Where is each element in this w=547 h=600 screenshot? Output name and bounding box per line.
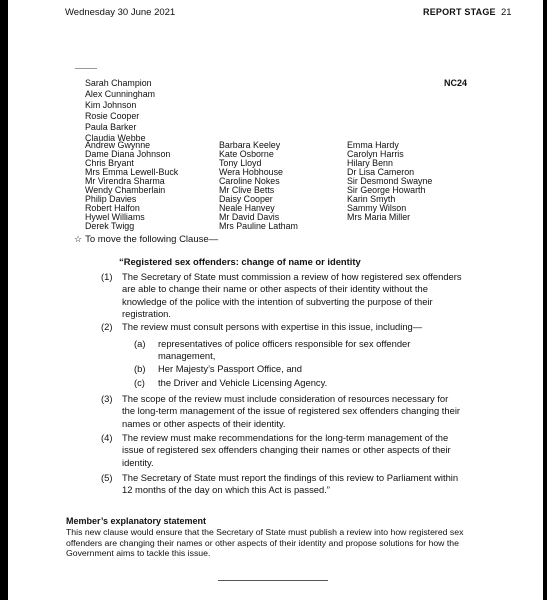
subparagraph-letter: (b) — [134, 363, 146, 374]
supporter-name: Mrs Maria Miller — [347, 211, 411, 222]
supporter-name: Derek Twigg — [85, 220, 135, 231]
lead-names-list — [85, 78, 155, 143]
paragraph-number: (2) — [101, 321, 113, 332]
paragraph-text: The scope of the review must include consideration of resources necessary for the long-term management of the issue of registered sex offenders changing their names or other aspects of their identity. — [122, 393, 461, 429]
supporter-name: Dame Diana Johnson — [85, 148, 171, 159]
supporter-name: Barbara Keeley — [219, 140, 281, 150]
document-page — [8, 0, 543, 600]
subparagraph-text: Her Majesty’s Passport Office, and — [158, 363, 302, 374]
header-page-number: 21 — [501, 7, 512, 18]
lead-name: Claudia Webbe — [85, 132, 146, 143]
clause-title: “Registered sex offenders: change of name or identity — [119, 256, 361, 267]
supporters-column-2 — [219, 141, 298, 231]
supporter-name: Wera Hobhouse — [219, 166, 283, 177]
supporter-name: Wendy Chamberlain — [85, 184, 166, 195]
paragraph-text: The Secretary of State must report the findings of this review to Parliament within 12 months of the day on which this Act is passed.” — [122, 472, 459, 496]
supporter-name: Mr Clive Betts — [219, 184, 275, 195]
paragraph-number: (3) — [101, 393, 113, 404]
top-divider — [75, 68, 97, 69]
supporter-name: Hywel Williams — [85, 211, 145, 222]
supporter-name: Daisy Cooper — [219, 193, 273, 204]
supporter-name: Sir Desmond Swayne — [347, 175, 433, 186]
move-clause-text: To move the following Clause— — [85, 234, 219, 245]
supporter-name: Sir George Howarth — [347, 184, 426, 195]
paragraph-number: (1) — [101, 271, 113, 282]
paragraph-number: (4) — [101, 432, 113, 443]
subparagraph-text: representatives of police officers responsible for sex offender management, — [158, 338, 411, 362]
header-stage: REPORT STAGE — [423, 7, 496, 17]
supporter-name: Mr David Davis — [219, 211, 280, 222]
lead-name: Rosie Cooper — [85, 110, 140, 121]
supporter-name: Kate Osborne — [219, 148, 274, 159]
explanatory-text: This new clause would ensure that the Secretary of State must publish a review into how registered sex offenders are changing their names or other aspects of their identity and propose solutions for how the Government aims to tackle this issue. — [66, 527, 464, 559]
supporter-name: Robert Halfon — [85, 202, 140, 213]
lead-name: Alex Cunningham — [85, 88, 156, 99]
subparagraph-letter: (c) — [134, 377, 145, 388]
supporter-name: Mrs Emma Lewell-Buck — [85, 166, 179, 177]
explanatory-heading: Member’s explanatory statement — [66, 516, 207, 526]
supporter-name: Chris Bryant — [85, 157, 134, 168]
supporter-name: Dr Lisa Cameron — [347, 166, 415, 177]
paragraph-text: The review must consult persons with expertise in this issue, including— — [122, 321, 423, 332]
supporter-name: Emma Hardy — [347, 140, 399, 150]
supporter-name: Hilary Benn — [347, 157, 393, 168]
supporters-column-1 — [85, 141, 178, 231]
supporter-name: Karin Smyth — [347, 193, 396, 204]
supporter-name: Sammy Wilson — [347, 202, 407, 213]
supporter-name: Caroline Nokes — [219, 175, 280, 186]
supporter-name: Mr Virendra Sharma — [85, 175, 165, 186]
supporters-column-3 — [347, 141, 432, 222]
supporter-name: Andrew Gwynne — [85, 140, 151, 150]
paragraph-number: (5) — [101, 472, 113, 483]
subparagraph-text: the Driver and Vehicle Licensing Agency. — [158, 377, 328, 388]
lead-name: Paula Barker — [85, 121, 137, 132]
supporter-name: Tony Lloyd — [219, 157, 262, 168]
move-clause-line — [74, 234, 218, 245]
header-date: Wednesday 30 June 2021 — [65, 7, 176, 18]
supporter-name: Philip Davies — [85, 193, 137, 204]
clause-code: NC24 — [444, 78, 468, 88]
supporter-name: Mrs Pauline Latham — [219, 220, 298, 231]
lead-name: Sarah Champion — [85, 78, 152, 88]
subparagraph-letter: (a) — [134, 338, 146, 349]
lead-name: Kim Johnson — [85, 99, 137, 110]
bottom-divider — [218, 580, 328, 581]
star-icon: ☆ — [74, 234, 83, 244]
paragraph-text: The review must make recommendations for the long-term management of the issue of registered sex offenders changing their names or other aspects of their identity. — [122, 432, 451, 468]
paragraph-text: The Secretary of State must commission a review of how registered sex offenders are able to change their name or other aspects of their identity without the knowledge of the police with the intention of subverting the purpose of their registration. — [122, 271, 462, 320]
supporter-name: Carolyn Harris — [347, 148, 404, 159]
supporter-name: Neale Hanvey — [219, 202, 275, 213]
